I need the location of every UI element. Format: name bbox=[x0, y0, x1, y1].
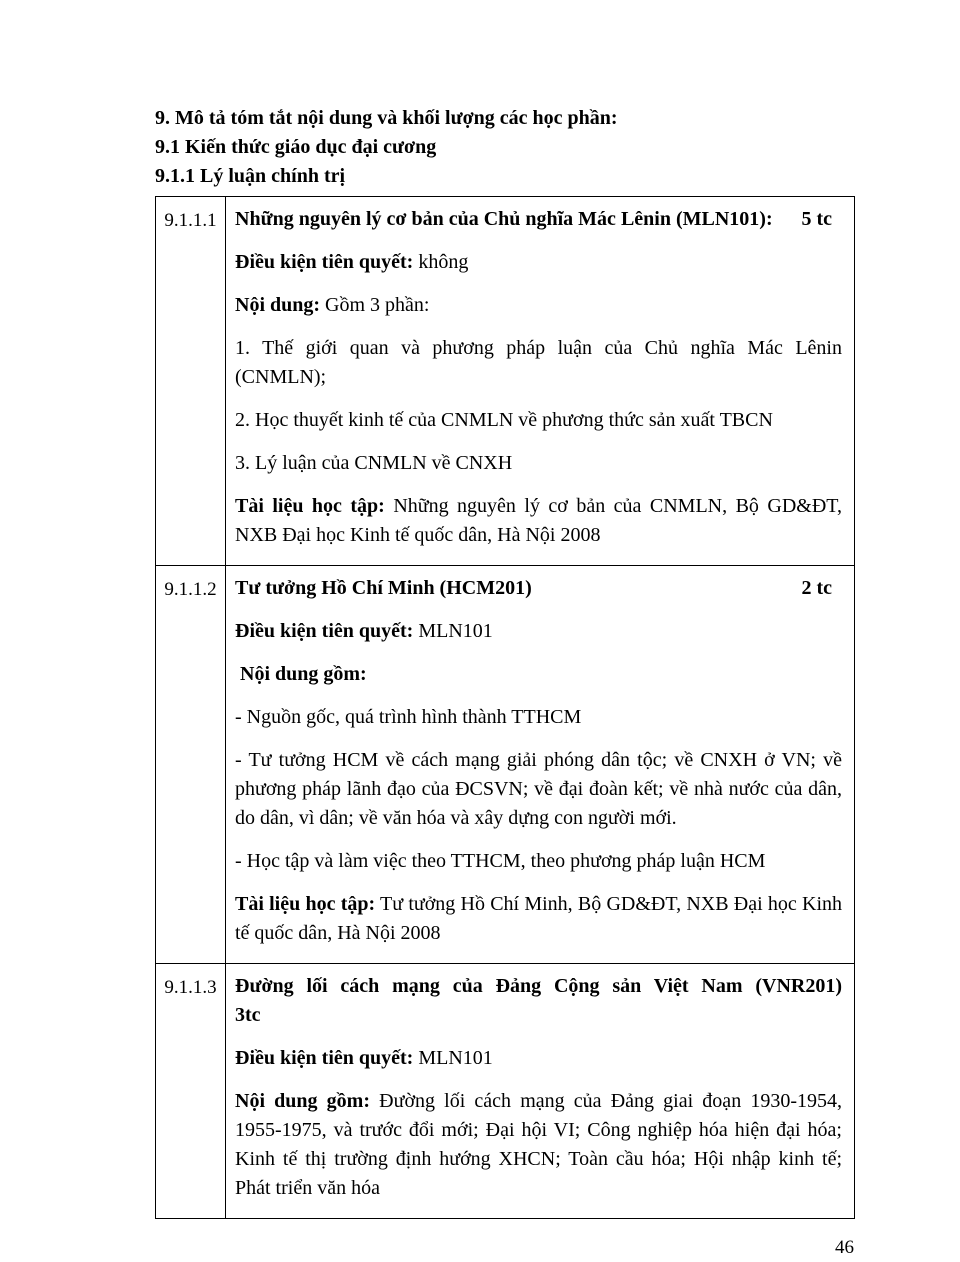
course-title: Đường lối cách mạng của Đảng Cộng sản Việt Nam (VNR201) bbox=[235, 975, 842, 997]
paragraph-text: Những nguyên lý cơ bản của CNMLN, Bộ GD&ĐT, NXB Đại học Kinh tế quốc dân, Hà Nội 2008 bbox=[235, 495, 842, 546]
course-body-cell bbox=[226, 197, 855, 566]
course-title-line bbox=[235, 574, 842, 603]
course-body-cell bbox=[226, 964, 855, 1219]
course-credits: 3tc bbox=[235, 1004, 261, 1026]
course-paragraph bbox=[235, 890, 842, 948]
course-paragraph bbox=[235, 617, 842, 646]
course-title-line bbox=[235, 205, 842, 234]
table-row bbox=[156, 566, 855, 964]
section-heading-9-1: 9.1 Kiến thức giáo dục đại cương bbox=[155, 136, 437, 158]
paragraph-text: MLN101 bbox=[418, 620, 493, 642]
course-paragraph bbox=[235, 248, 842, 277]
paragraph-text: 2. Học thuyết kinh tế của CNMLN về phương thức sản xuất TBCN bbox=[235, 409, 773, 431]
course-paragraph bbox=[235, 334, 842, 392]
paragraph-text: - Nguồn gốc, quá trình hình thành TTHCM bbox=[235, 706, 582, 728]
paragraph-label: Điều kiện tiên quyết: bbox=[235, 620, 414, 642]
course-paragraph bbox=[235, 746, 842, 833]
course-id-cell: 9.1.1.2 bbox=[156, 566, 226, 964]
course-paragraph bbox=[235, 1087, 842, 1203]
section-heading-9-1-1: 9.1.1 Lý luận chính trị bbox=[155, 165, 346, 187]
paragraph-text: 3. Lý luận của CNMLN về CNXH bbox=[235, 452, 513, 474]
paragraph-label: Nội dung gồm: bbox=[240, 663, 367, 685]
paragraph-text: - Học tập và làm việc theo TTHCM, theo phương pháp luận HCM bbox=[235, 850, 766, 872]
paragraph-label: Điều kiện tiên quyết: bbox=[235, 1047, 414, 1069]
course-title: Những nguyên lý cơ bản của Chủ nghĩa Mác Lênin (MLN101): bbox=[235, 208, 773, 230]
paragraph-text: không bbox=[418, 251, 469, 273]
course-title: Tư tưởng Hồ Chí Minh (HCM201) bbox=[235, 577, 532, 599]
course-body-cell bbox=[226, 566, 855, 964]
paragraph-text: Tư tưởng Hồ Chí Minh, Bộ GD&ĐT, NXB Đại học Kinh tế quốc dân, Hà Nội 2008 bbox=[235, 893, 843, 944]
course-paragraph bbox=[235, 492, 842, 550]
paragraph-label: Nội dung gồm: bbox=[235, 1090, 370, 1112]
paragraph-label: Tài liệu học tập: bbox=[235, 893, 376, 915]
table-row bbox=[156, 197, 855, 566]
course-description-table bbox=[155, 196, 855, 1219]
course-paragraph bbox=[235, 1044, 842, 1073]
paragraph-text: - Tư tưởng HCM về cách mạng giải phóng dân tộc; về CNXH ở VN; về phương pháp lãnh đạo của ĐCSVN; về đại đoàn kết; về nhà nước của dân, do dân, vì dân; về văn hóa và xây dựng con người mới. bbox=[235, 749, 842, 829]
course-credits: 2 tc bbox=[801, 577, 832, 599]
course-credits: 5 tc bbox=[801, 208, 832, 230]
paragraph-label: Điều kiện tiên quyết: bbox=[235, 251, 414, 273]
course-id-cell: 9.1.1.1 bbox=[156, 197, 226, 566]
paragraph-text: Đường lối cách mạng của Đảng giai đoạn 1930-1954, 1955-1975, và trước đổi mới; Đại hội VI; Công nghiệp hóa hiện đại hóa; Kinh tế thị trường định hướng XHCN; Toàn cầu hóa; Hội nhập kinh tế; Phát triển văn hóa bbox=[235, 1090, 842, 1199]
course-paragraph bbox=[235, 660, 842, 689]
course-paragraph bbox=[235, 703, 842, 732]
paragraph-text: Gồm 3 phần: bbox=[325, 294, 430, 316]
table-row bbox=[156, 964, 855, 1219]
course-paragraph bbox=[235, 847, 842, 876]
course-paragraph bbox=[235, 291, 842, 320]
section-heading-9: 9. Mô tả tóm tắt nội dung và khối lượng các học phần: bbox=[155, 107, 618, 129]
paragraph-label: Tài liệu học tập: bbox=[235, 495, 385, 517]
paragraph-text: MLN101 bbox=[418, 1047, 493, 1069]
paragraph-text: 1. Thế giới quan và phương pháp luận của Chủ nghĩa Mác Lênin (CNMLN); bbox=[235, 337, 842, 388]
course-paragraph bbox=[235, 449, 842, 478]
course-id-cell: 9.1.1.3 bbox=[156, 964, 226, 1219]
page-content bbox=[155, 104, 859, 1262]
page-number: 46 bbox=[835, 1237, 854, 1258]
course-paragraph bbox=[235, 406, 842, 435]
paragraph-label: Nội dung: bbox=[235, 294, 321, 316]
